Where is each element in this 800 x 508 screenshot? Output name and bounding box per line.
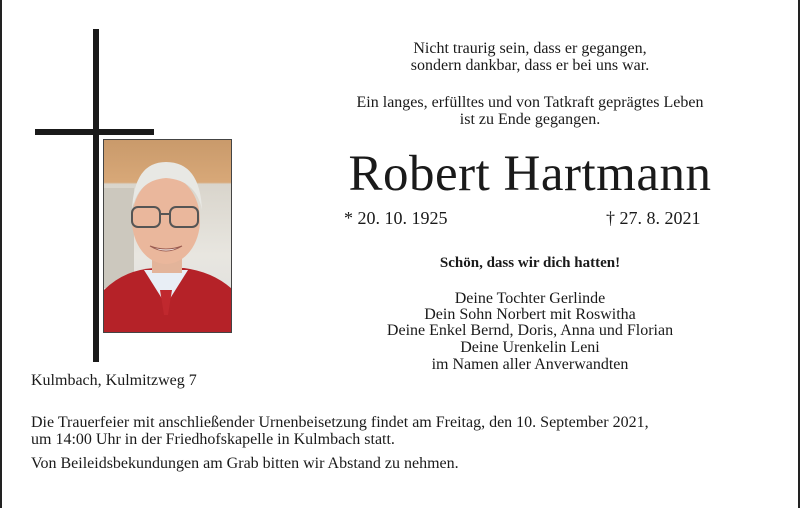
portrait-photo — [103, 139, 232, 333]
birth-date: * 20. 10. 1925 — [344, 208, 448, 228]
mourner-line: Dein Sohn Norbert mit Roswitha — [424, 306, 636, 323]
motto: Schön, dass wir dich hatten! — [439, 255, 621, 271]
mourner-line: Deine Enkel Bernd, Doris, Anna und Florian — [386, 322, 674, 339]
mourner-line: Deine Tochter Gerlinde — [454, 290, 606, 307]
life-line-1: Ein langes, erfülltes und von Tatkraft geprägtes Leben — [356, 94, 704, 111]
quote-line-2: sondern dankbar, dass er bei uns war. — [410, 57, 650, 74]
funeral-line-1: Die Trauerfeier mit anschließender Urnenbeisetzung findet am Freitag, den 10. September 2021, — [31, 414, 649, 431]
condolence-note: Von Beileidsbekundungen am Grab bitten wir Abstand zu nehmen. — [31, 455, 459, 472]
death-date: † 27. 8. 2021 — [606, 208, 701, 228]
funeral-line-2: um 14:00 Uhr in der Friedhofskapelle in Kulmbach statt. — [31, 431, 395, 448]
mourner-line: im Namen aller Anverwandten — [431, 356, 629, 373]
cross-icon-bar — [35, 129, 154, 135]
left-border — [0, 0, 2, 508]
life-line-2: ist zu Ende gegangen. — [459, 111, 601, 128]
address: Kulmbach, Kulmitzweg 7 — [31, 372, 197, 389]
quote-line-1: Nicht traurig sein, dass er gegangen, — [413, 40, 647, 57]
deceased-name: Robert Hartmann — [348, 146, 712, 202]
cross-icon — [93, 29, 99, 362]
mourner-line: Deine Urenkelin Leni — [460, 339, 600, 356]
